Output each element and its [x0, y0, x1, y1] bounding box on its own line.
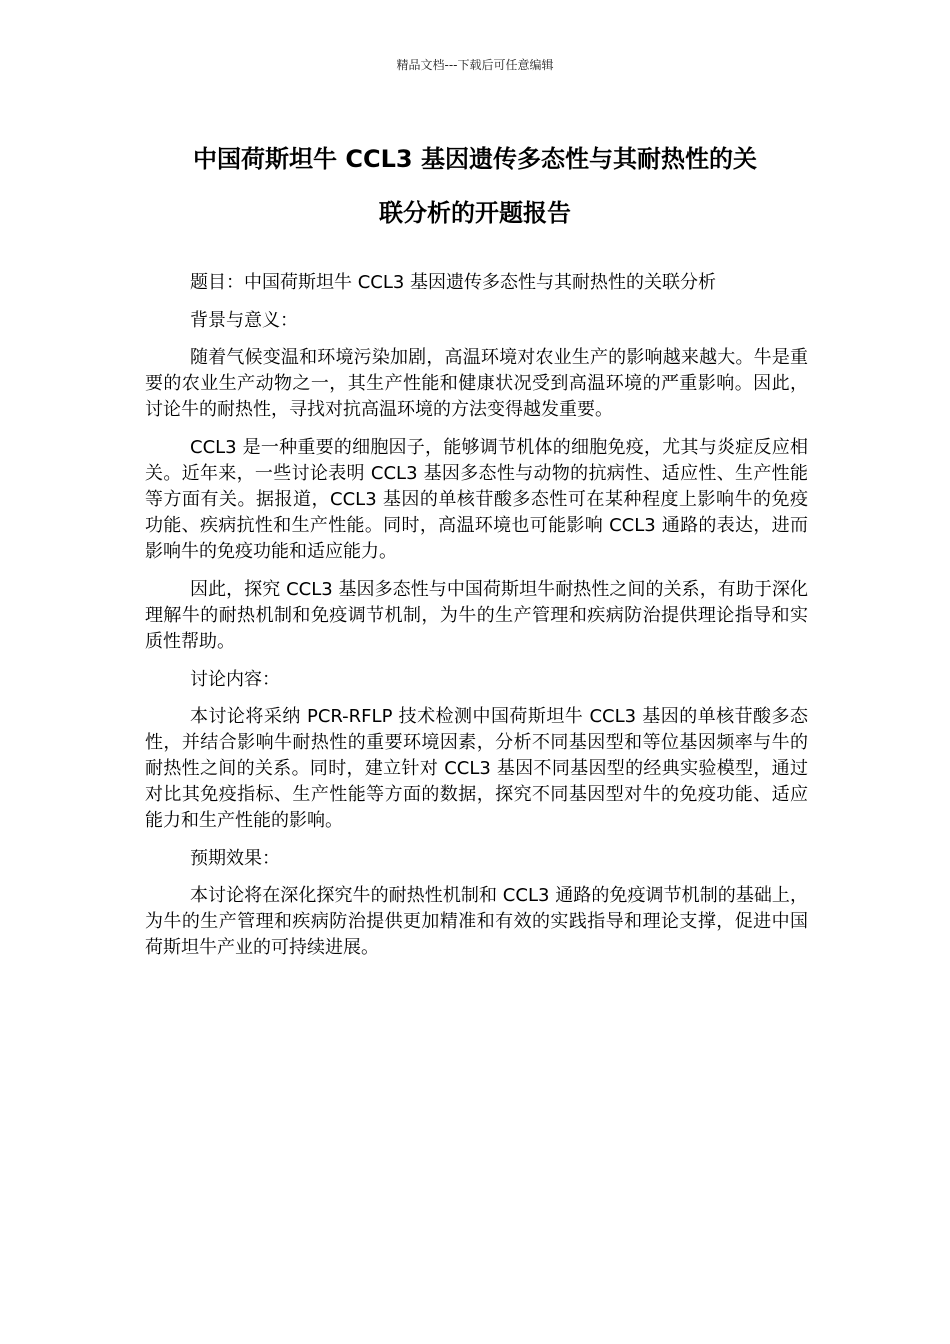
- document-title: [130, 132, 820, 240]
- paragraph-background-3: 因此，探究 CCL3 基因多态性与中国荷斯坦牛耐热性之间的关系，有助于深化理解牛的耐热机制和免疫调节机制，为牛的生产管理和疾病防治提供理论指导和实质性帮助。: [145, 579, 808, 652]
- paragraph-background-1: 随着气候变温和环境污染加剧，高温环境对农业生产的影响越来越大。牛是重要的农业生产动物之一，其生产性能和健康状况受到高温环境的严重影响。因此，讨论牛的耐热性，寻找对抗高温环境的方法变得越发重要。: [145, 347, 808, 420]
- paragraph-expected: 本讨论将在深化探究牛的耐热性机制和 CCL3 通路的免疫调节机制的基础上，为牛的生产管理和疾病防治提供更加精准和有效的实践指导和理论支撑，促进中国荷斯坦牛产业的可持续进展。: [145, 885, 808, 958]
- paragraph-content: 本讨论将采纳 PCR-RFLP 技术检测中国荷斯坦牛 CCL3 基因的单核苷酸多态性，并结合影响牛耐热性的重要环境因素，分析不同基因型和等位基因频率与牛的耐热性之间的关系。同时，建立针对 CCL3 基因不同基因型的经典实验模型，通过对比其免疫指标、生产性能等方面的数据，探究不同基因型对牛的免疫功能、适应能力和生产性能的影响。: [145, 706, 808, 831]
- paragraph-background-2: CCL3 是一种重要的细胞因子，能够调节机体的细胞免疫，尤其与炎症反应相关。近年来，一些讨论表明 CCL3 基因多态性与动物的抗病性、适应性、生产性能等方面有关。据报道，CCL3 基因的单核苷酸多态性可在某种程度上影响牛的免疫功能、疾病抗性和生产性能。同时，高温环境也可能影响 CCL3 通路的表达，进而影响牛的免疫功能和适应能力。: [145, 437, 808, 562]
- title-line-2: 联分析的开题报告: [379, 199, 571, 227]
- topic-line: 题目：中国荷斯坦牛 CCL3 基因遗传多态性与其耐热性的关联分析: [190, 272, 717, 293]
- section-heading-content: 讨论内容：: [190, 669, 280, 690]
- header-note: 精品文档---下载后可任意编辑: [396, 58, 554, 72]
- section-heading-background: 背景与意义：: [190, 310, 298, 331]
- title-line-1: 中国荷斯坦牛 CCL3 基因遗传多态性与其耐热性的关: [193, 145, 757, 173]
- section-heading-expected: 预期效果：: [190, 848, 280, 869]
- document-body: [145, 270, 808, 973]
